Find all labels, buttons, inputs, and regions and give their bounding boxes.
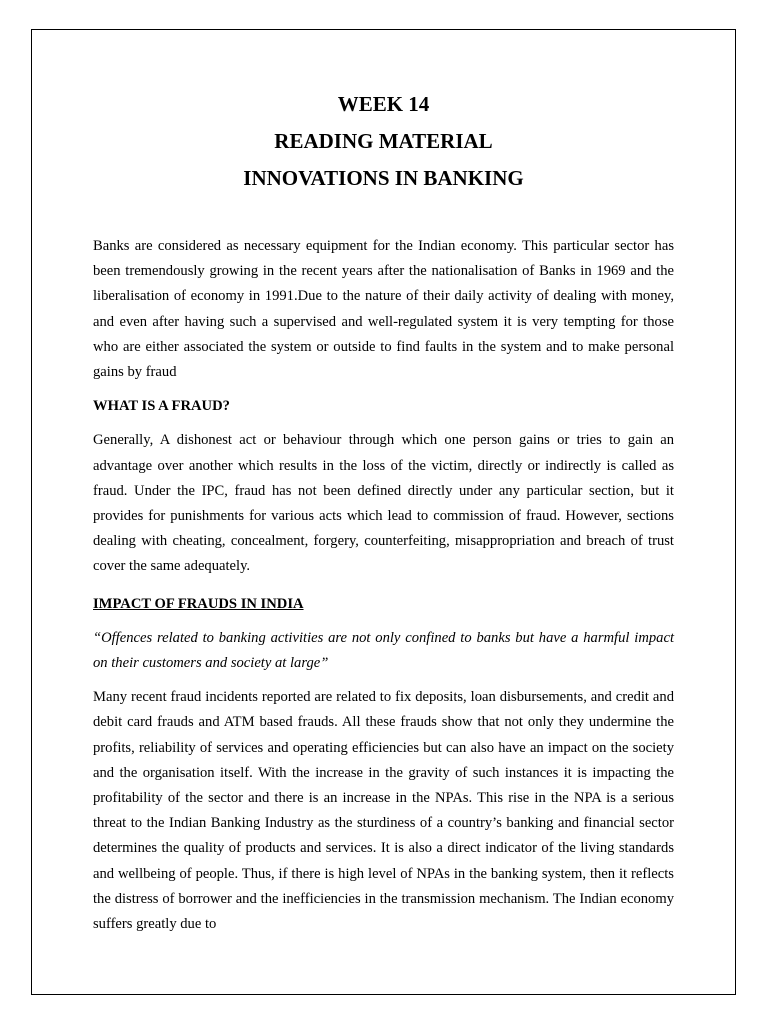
intro-paragraph: Banks are considered as necessary equipment for the Indian economy. This particular sector has been tremendously growing in the recent years after the nationalisation of Banks in 1969 and the liberalisation of economy in 1991.Due to the nature of their daily activity of dealing with money, and even after having such a supervised and well-regulated system it is very tempting for those who are either associated the system or outside to find faults in the system and to make personal gains by fraud <box>93 238 674 381</box>
impact-heading: IMPACT OF FRAUDS IN INDIA <box>93 595 304 612</box>
material-title: READING MATERIAL <box>274 129 493 153</box>
fraud-heading: WHAT IS A FRAUD? <box>93 398 230 415</box>
impact-quote: “Offences related to banking activities are not only confined to banks but have a harmful impact on their customers and society at large” <box>93 629 674 672</box>
document-body <box>93 86 674 937</box>
title-block <box>93 86 674 197</box>
topic-title: INNOVATIONS IN BANKING <box>243 166 524 190</box>
impact-paragraph: Many recent fraud incidents reported are related to fix deposits, loan disbursements, and credit and debit card frauds and ATM based frauds. All these frauds show that not only they undermine the profits, reliability of services and operating efficiencies but can also have an impact on the society and the organisation itself. With the increase in the gravity of such instances it is impacting the profitability of the sector and there is an increase in the NPAs. This rise in the NPA is a serious threat to the Indian Banking Industry as the sturdiness of a country’s banking and financial sector determines the quality of products and services. It is also a direct indicator of the living standards and wellbeing of people. Thus, if there is high level of NPAs in the banking system, then it reflects the distress of borrower and the inefficiencies in the transmission mechanism. The Indian economy suffers greatly due to <box>93 689 674 933</box>
fraud-definition-paragraph: Generally, A dishonest act or behaviour through which one person gains or tries to gain an advantage over another which results in the loss of the victim, directly or indirectly is called as fraud. Under the IPC, fraud has not been defined directly under any particular section, but it provides for punishments for various acts which lead to commission of fraud. However, sections dealing with cheating, concealment, forgery, counterfeiting, misappropriation and breach of trust cover the same adequately. <box>93 432 674 575</box>
week-title: WEEK 14 <box>337 92 430 116</box>
